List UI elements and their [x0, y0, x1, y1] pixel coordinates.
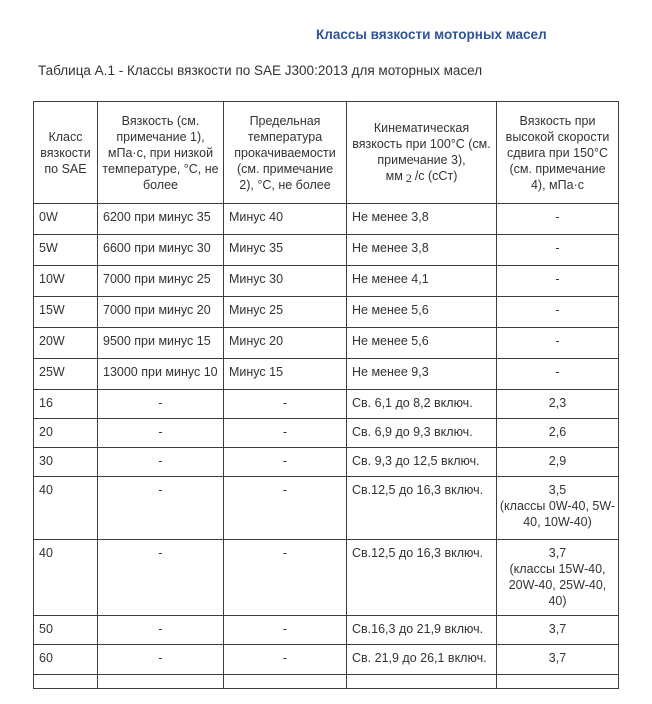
low-temp-viscosity-cell: 13000 при минус 10 [98, 359, 224, 390]
table-header-row [34, 102, 619, 204]
column-header-sae-class: Класс вязкости по SAE [34, 102, 98, 204]
table-row [34, 204, 619, 235]
kinematic-unit-exponent: 2 [405, 171, 412, 186]
hths-value: 3,7 [548, 651, 567, 665]
hths-viscosity-cell [497, 448, 619, 477]
hths-value: - [555, 272, 560, 286]
table-row [34, 616, 619, 645]
low-temp-viscosity-cell: - [98, 419, 224, 448]
low-temp-viscosity-cell: - [98, 477, 224, 540]
pumping-temp-cell: - [224, 540, 347, 616]
pumping-temp-cell: Минус 20 [224, 328, 347, 359]
kinematic-viscosity-cell: Св.12,5 до 16,3 включ. [347, 540, 497, 616]
hths-value: 2,3 [548, 396, 567, 410]
pumping-temp-cell: Минус 25 [224, 297, 347, 328]
low-temp-viscosity-cell: - [98, 390, 224, 419]
table-row [34, 235, 619, 266]
low-temp-viscosity-cell: 6200 при минус 35 [98, 204, 224, 235]
kinematic-viscosity-cell: Не менее 3,8 [347, 204, 497, 235]
kinematic-unit-suffix: /с (сСт) [414, 169, 458, 184]
sae-class-cell: 60 [34, 645, 98, 675]
pumping-temp-cell: - [224, 616, 347, 645]
table-row [34, 266, 619, 297]
low-temp-viscosity-cell: 7000 при минус 25 [98, 266, 224, 297]
hths-viscosity-cell [497, 359, 619, 390]
sae-class-cell: 10W [34, 266, 98, 297]
low-temp-viscosity-cell: - [98, 448, 224, 477]
hths-viscosity-cell [497, 204, 619, 235]
low-temp-viscosity-cell: 6600 при минус 30 [98, 235, 224, 266]
kinematic-viscosity-cell: Не менее 5,6 [347, 297, 497, 328]
pumping-temp-cell: Минус 30 [224, 266, 347, 297]
column-header-kinematic-viscosity [347, 102, 497, 204]
column-header-low-temp-viscosity: Вязкость (см. примечание 1), мПа·с, при низкой температуре, °С, не более [98, 102, 224, 204]
low-temp-viscosity-cell: 7000 при минус 20 [98, 297, 224, 328]
sae-class-cell: 20W [34, 328, 98, 359]
table-row [34, 390, 619, 419]
sae-class-cell: 40 [34, 477, 98, 540]
pumping-temp-cell: - [224, 390, 347, 419]
table-row [34, 540, 619, 616]
sae-class-cell: 20 [34, 419, 98, 448]
kinematic-viscosity-cell: Св. 21,9 до 26,1 включ. [347, 645, 497, 675]
kinematic-viscosity-cell: Св. 9,3 до 12,5 включ. [347, 448, 497, 477]
page-title: Классы вязкости моторных масел [316, 27, 547, 42]
sae-class-cell: 30 [34, 448, 98, 477]
kinematic-viscosity-cell: Не менее 9,3 [347, 359, 497, 390]
hths-value: 2,9 [548, 454, 567, 468]
hths-viscosity-cell [497, 645, 619, 675]
table-row [34, 328, 619, 359]
sae-class-cell: 0W [34, 204, 98, 235]
hths-viscosity-cell [497, 477, 619, 540]
sae-class-cell: 15W [34, 297, 98, 328]
low-temp-viscosity-cell: 9500 при минус 15 [98, 328, 224, 359]
hths-viscosity-cell [497, 297, 619, 328]
kinematic-viscosity-cell: Не менее 4,1 [347, 266, 497, 297]
hths-viscosity-cell [497, 616, 619, 645]
table-row [34, 419, 619, 448]
sae-class-cell: 5W [34, 235, 98, 266]
hths-value: 2,6 [548, 425, 567, 439]
sae-class-cell: 16 [34, 390, 98, 419]
kinematic-viscosity-cell: Св. 6,1 до 8,2 включ. [347, 390, 497, 419]
hths-viscosity-cell [497, 328, 619, 359]
kinematic-viscosity-cell: Не менее 3,8 [347, 235, 497, 266]
hths-value: - [555, 365, 560, 379]
table-body [34, 204, 619, 675]
pumping-temp-cell: - [224, 477, 347, 540]
hths-viscosity-cell [497, 390, 619, 419]
low-temp-viscosity-cell: - [98, 645, 224, 675]
hths-viscosity-cell [497, 419, 619, 448]
hths-value: - [555, 210, 560, 224]
viscosity-classes-table [33, 101, 619, 689]
sae-class-cell: 40 [34, 540, 98, 616]
kinematic-viscosity-cell: Св. 6,9 до 9,3 включ. [347, 419, 497, 448]
column-header-pumping-temp: Предельная температура прокачиваемости (см. примечание 2), °С, не более [224, 102, 347, 204]
pumping-temp-cell: - [224, 419, 347, 448]
table-row [34, 645, 619, 675]
hths-value: - [555, 334, 560, 348]
hths-viscosity-cell [497, 266, 619, 297]
hths-value: 3,7 [548, 546, 567, 560]
sae-class-cell: 25W [34, 359, 98, 390]
pumping-temp-cell: Минус 35 [224, 235, 347, 266]
hths-note: (классы 0W-40, 5W-40, 10W-40) [499, 499, 616, 529]
low-temp-viscosity-cell: - [98, 540, 224, 616]
sae-class-cell: 50 [34, 616, 98, 645]
low-temp-viscosity-cell: - [98, 616, 224, 645]
pumping-temp-cell: Минус 40 [224, 204, 347, 235]
hths-value: - [555, 241, 560, 255]
kinematic-viscosity-cell: Св.16,3 до 21,9 включ. [347, 616, 497, 645]
hths-viscosity-cell [497, 235, 619, 266]
kinematic-unit-prefix: мм [385, 169, 403, 184]
document-page [0, 27, 652, 704]
hths-viscosity-cell [497, 540, 619, 616]
table-row [34, 448, 619, 477]
hths-value: 3,7 [548, 622, 567, 636]
pumping-temp-cell: Минус 15 [224, 359, 347, 390]
column-header-hths-viscosity: Вязкость при высокой скорости сдвига при 150°С (см. примечание 4), мПа·с [497, 102, 619, 204]
pumping-temp-cell: - [224, 645, 347, 675]
table-row [34, 477, 619, 540]
hths-note: (классы 15W-40, 20W-40, 25W-40, 40) [508, 562, 607, 608]
kinematic-header-text: Кинематическая вязкость при 100°С (см. примечание 3), [352, 121, 491, 168]
pumping-temp-cell: - [224, 448, 347, 477]
hths-value: 3,5 [548, 483, 567, 497]
table-row [34, 359, 619, 390]
kinematic-viscosity-cell: Не менее 5,6 [347, 328, 497, 359]
table-caption: Таблица А.1 - Классы вязкости по SAE J300:2013 для моторных масел [38, 63, 483, 78]
table-row [34, 297, 619, 328]
kinematic-viscosity-cell: Св.12,5 до 16,3 включ. [347, 477, 497, 540]
hths-value: - [555, 303, 560, 317]
